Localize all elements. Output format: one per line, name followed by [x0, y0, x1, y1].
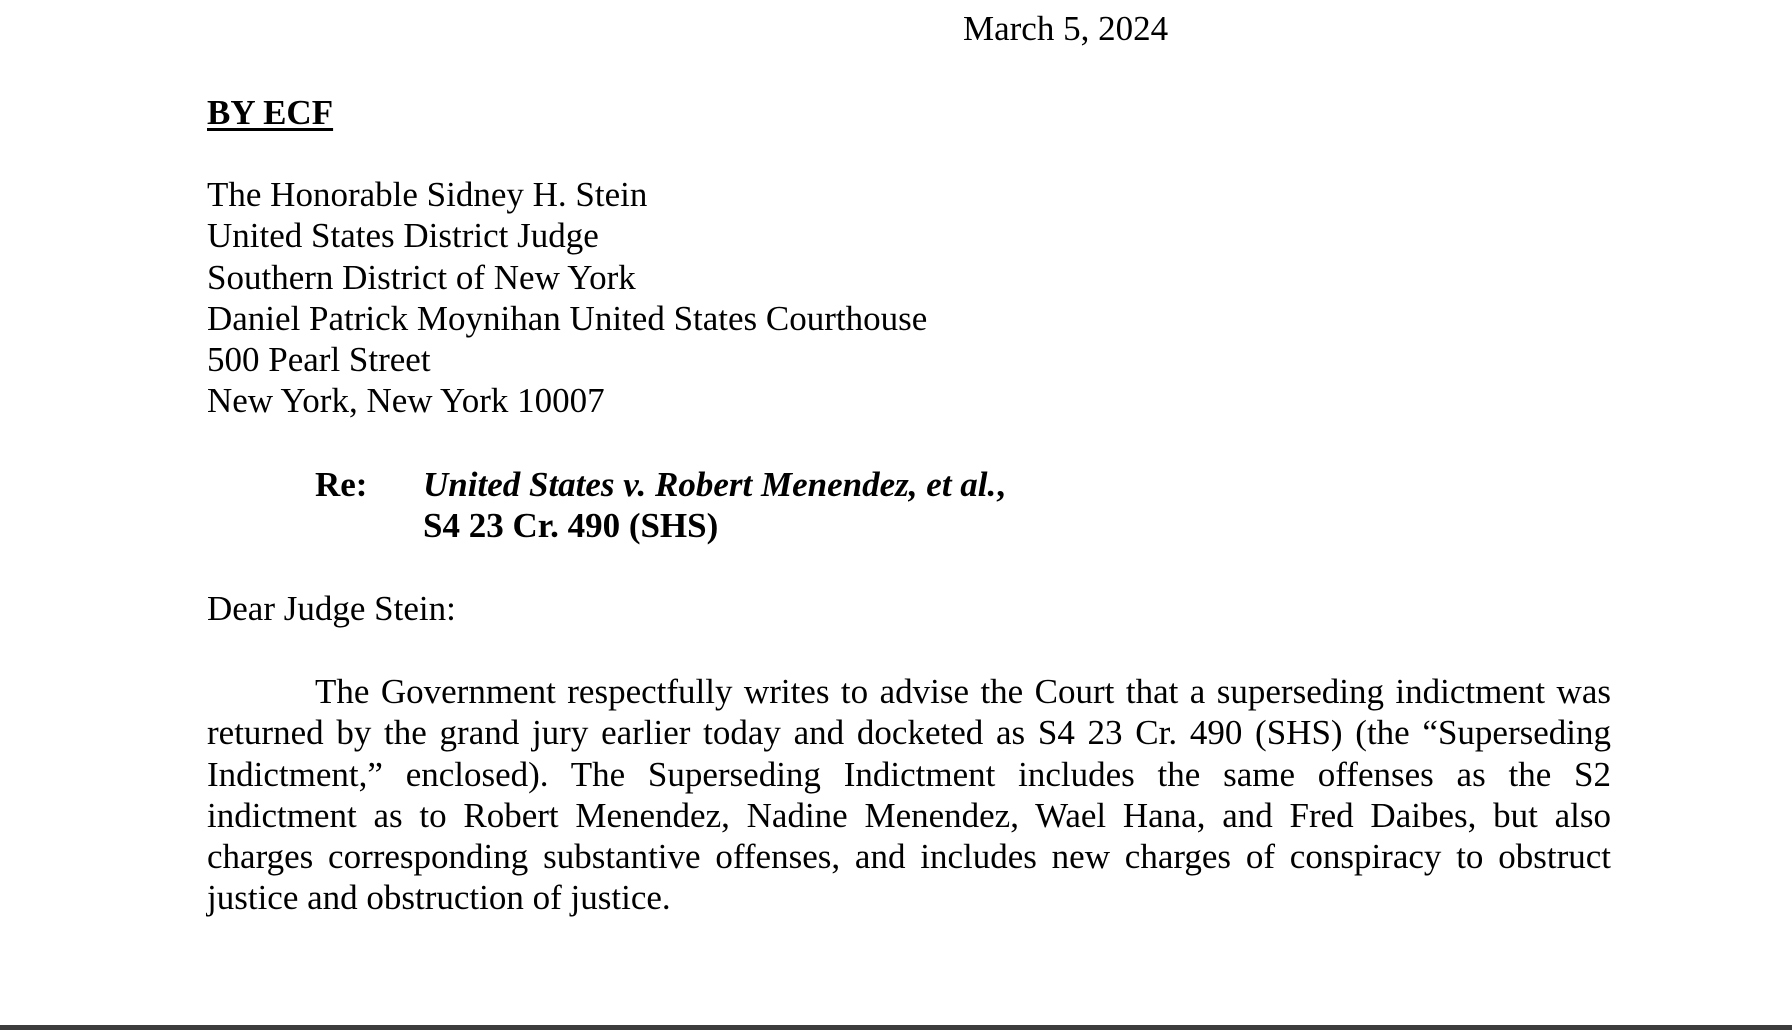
page-bottom-border	[0, 1025, 1792, 1030]
re-label: Re:	[315, 465, 368, 504]
delivery-method: BY ECF	[207, 93, 334, 132]
salutation: Dear Judge Stein:	[207, 589, 456, 628]
address-line-court: Southern District of New York	[207, 257, 636, 297]
re-case-name: United States v. Robert Menendez, et al.	[423, 465, 997, 504]
re-case-name-suffix: ,	[996, 465, 1006, 504]
re-case-caption	[423, 464, 1005, 505]
address-line-street: 500 Pearl Street	[207, 340, 431, 380]
address-line-city: New York, New York 10007	[207, 381, 605, 421]
letter-date: March 5, 2024	[963, 9, 1169, 48]
re-subject	[423, 464, 1005, 546]
body-paragraph: The Government respectfully writes to advise the Court that a superseding indictment was returned by the grand jury earlier today and docketed as S4 23 Cr. 490 (SHS) (the “Superseding Indictment,” enclosed). The Superseding Indictment includes the same offenses as the S2 indictment as to Robert Menendez, Nadine Menendez, Wael Hana, and Fred Daibes, but also charges corresponding substantive offenses, and includes new charges of conspiracy to obstruct justice and obstruction of justice.	[207, 672, 1611, 918]
re-case-number: S4 23 Cr. 490 (SHS)	[423, 506, 719, 545]
address-line-courthouse: Daniel Patrick Moynihan United States Courthouse	[207, 298, 928, 338]
recipient-address	[207, 174, 927, 422]
address-line-recipient-title: United States District Judge	[207, 216, 599, 256]
address-line-recipient-name: The Honorable Sidney H. Stein	[207, 175, 648, 214]
